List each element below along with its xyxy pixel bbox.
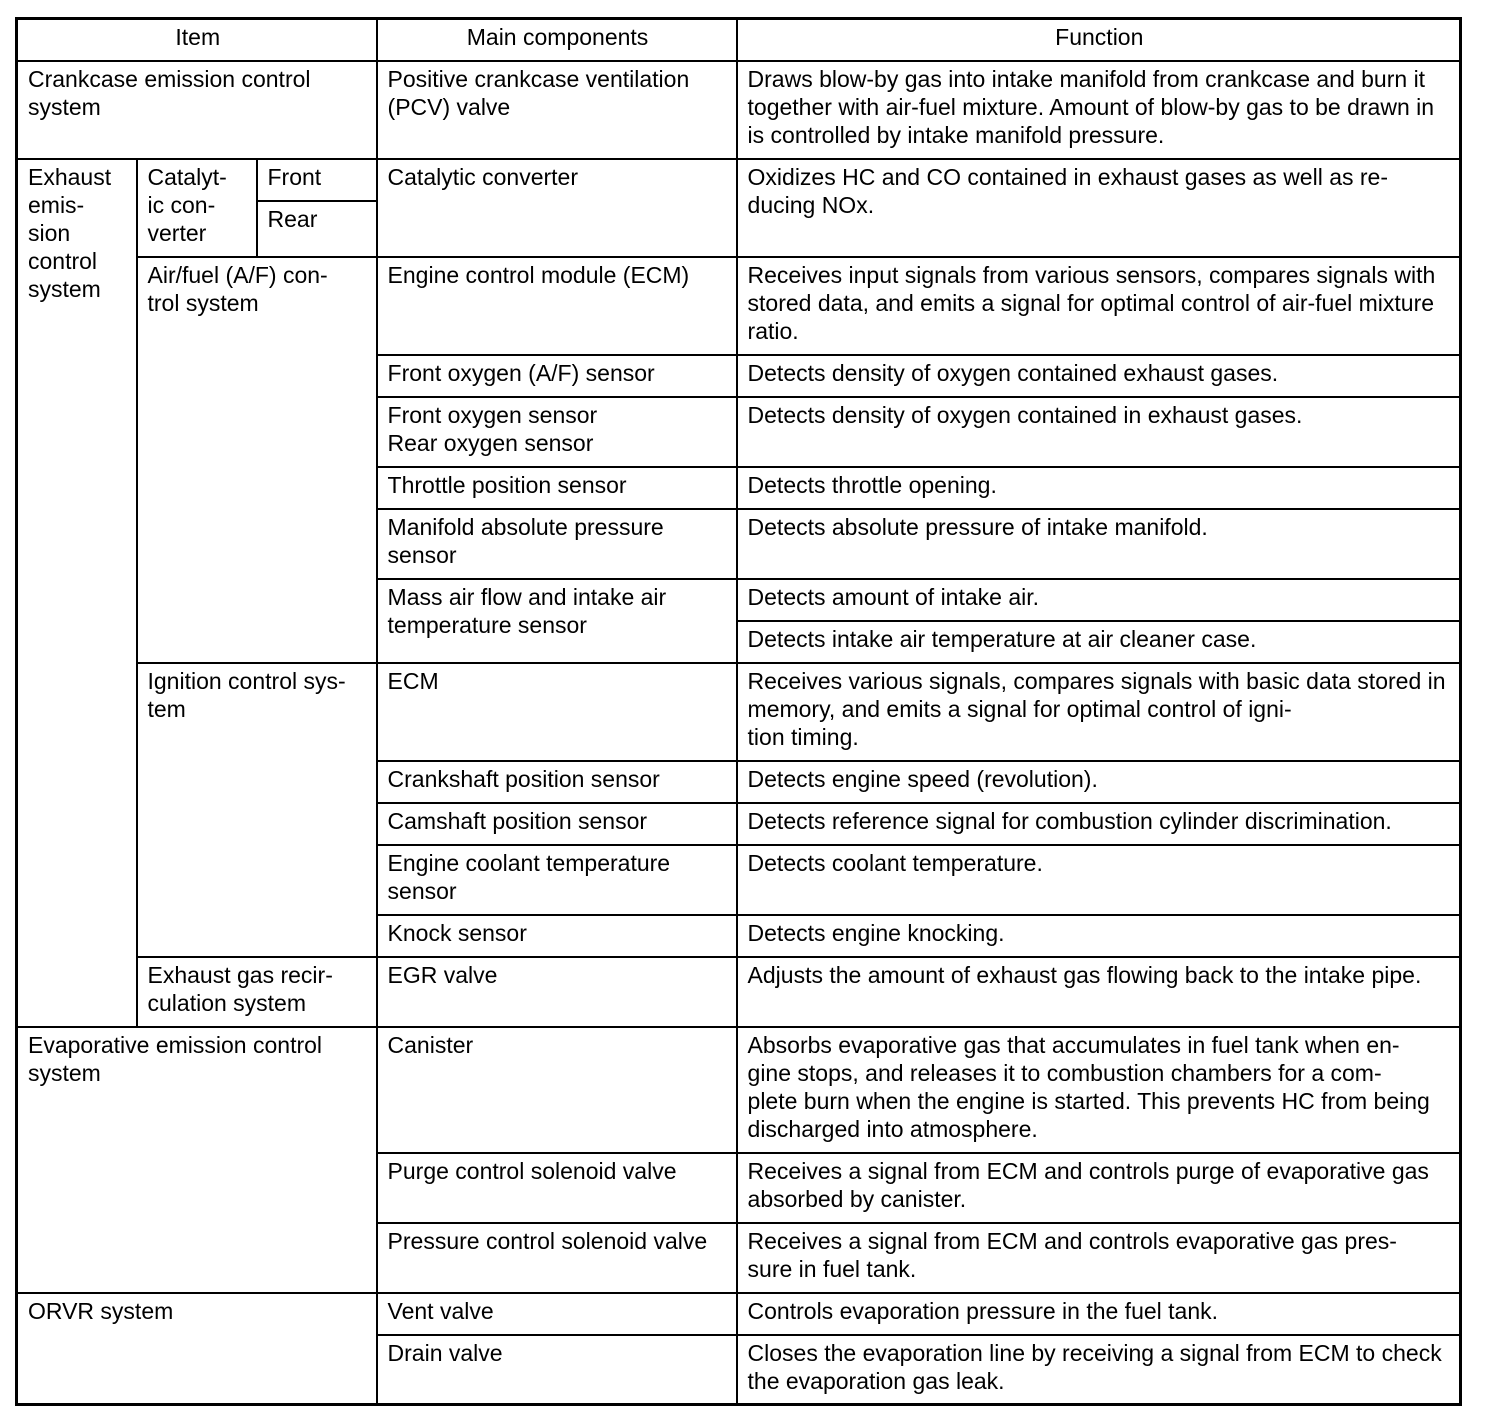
- sub-item-ignition: Ignition control sys- tem: [137, 663, 377, 957]
- position-rear: Rear: [257, 201, 377, 257]
- table-row: [17, 663, 1461, 761]
- position-front: Front: [257, 159, 377, 201]
- item-orvr: ORVR system: [17, 1293, 377, 1405]
- component-cell: Engine control module (ECM): [377, 257, 737, 355]
- function-cell: Detects intake air temperature at air cleaner case.: [737, 621, 1461, 663]
- component-cell: Vent valve: [377, 1293, 737, 1335]
- table-row: [17, 159, 1461, 201]
- function-cell: Detects engine knocking.: [737, 915, 1461, 957]
- component-cell: Purge control solenoid valve: [377, 1153, 737, 1223]
- component-cell: Camshaft position sensor: [377, 803, 737, 845]
- table-row: [17, 61, 1461, 159]
- function-cell: Detects engine speed (revolution).: [737, 761, 1461, 803]
- sub-item-egr: Exhaust gas recir- culation system: [137, 957, 377, 1027]
- function-cell: Detects throttle opening.: [737, 467, 1461, 509]
- table-row: [17, 1293, 1461, 1335]
- function-cell: Detects absolute pressure of intake manifold.: [737, 509, 1461, 579]
- sub-item-catalytic: Catalyt- ic con- verter: [137, 159, 257, 257]
- component-cell: Drain valve: [377, 1335, 737, 1405]
- function-cell: Closes the evaporation line by receiving a signal from ECM to check the evaporation gas leak.: [737, 1335, 1461, 1405]
- function-cell: Adjusts the amount of exhaust gas flowing back to the intake pipe.: [737, 957, 1461, 1027]
- component-cell: EGR valve: [377, 957, 737, 1027]
- function-cell: Receives input signals from various sensors, compares signals with stored data, and emits a signal for optimal control of air-fuel mixture ratio.: [737, 257, 1461, 355]
- function-cell: Absorbs evaporative gas that accumulates in fuel tank when en- gine stops, and releases it to combustion chambers for a com- plete burn when the engine is started. This prevents HC from being discharged into atmosphere.: [737, 1027, 1461, 1153]
- component-cell: Catalytic converter: [377, 159, 737, 257]
- component-cell: Positive crankcase ventilation (PCV) valve: [377, 61, 737, 159]
- function-cell: Receives various signals, compares signals with basic data stored in memory, and emits a signal for optimal control of igni- tion timing.: [737, 663, 1461, 761]
- function-cell: Detects reference signal for combustion cylinder discrimination.: [737, 803, 1461, 845]
- table-row: [17, 1027, 1461, 1153]
- component-cell: Mass air flow and intake air temperature sensor: [377, 579, 737, 663]
- component-cell: Front oxygen sensor Rear oxygen sensor: [377, 397, 737, 467]
- component-cell: ECM: [377, 663, 737, 761]
- component-cell: Front oxygen (A/F) sensor: [377, 355, 737, 397]
- function-cell: Detects amount of intake air.: [737, 579, 1461, 621]
- item-exhaust: Exhaust emis- sion control system: [17, 159, 137, 1027]
- header-function: Function: [737, 19, 1461, 61]
- function-cell: Detects density of oxygen contained exhaust gases.: [737, 355, 1461, 397]
- sub-item-air-fuel: Air/fuel (A/F) con- trol system: [137, 257, 377, 663]
- function-cell: Controls evaporation pressure in the fuel tank.: [737, 1293, 1461, 1335]
- component-cell: Knock sensor: [377, 915, 737, 957]
- header-main-components: Main components: [377, 19, 737, 61]
- header-row: [17, 19, 1461, 61]
- emission-control-table: [15, 17, 1462, 1406]
- function-cell: Draws blow-by gas into intake manifold from crankcase and burn it together with air-fuel mixture. Amount of blow-by gas to be drawn in is controlled by intake manifold pressure.: [737, 61, 1461, 159]
- table-row: [17, 257, 1461, 355]
- item-crankcase: Crankcase emission control system: [17, 61, 377, 159]
- table-row: [17, 957, 1461, 1027]
- item-evaporative: Evaporative emission control system: [17, 1027, 377, 1293]
- header-item: Item: [17, 19, 377, 61]
- component-cell: Crankshaft position sensor: [377, 761, 737, 803]
- component-cell: Engine coolant temperature sensor: [377, 845, 737, 915]
- component-cell: Pressure control solenoid valve: [377, 1223, 737, 1293]
- function-cell: Oxidizes HC and CO contained in exhaust gases as well as re- ducing NOx.: [737, 159, 1461, 257]
- component-cell: Throttle position sensor: [377, 467, 737, 509]
- component-cell: Manifold absolute pressure sensor: [377, 509, 737, 579]
- component-cell: Canister: [377, 1027, 737, 1153]
- function-cell: Receives a signal from ECM and controls evaporative gas pres- sure in fuel tank.: [737, 1223, 1461, 1293]
- function-cell: Detects coolant temperature.: [737, 845, 1461, 915]
- function-cell: Receives a signal from ECM and controls purge of evaporative gas absorbed by canister.: [737, 1153, 1461, 1223]
- function-cell: Detects density of oxygen contained in exhaust gases.: [737, 397, 1461, 467]
